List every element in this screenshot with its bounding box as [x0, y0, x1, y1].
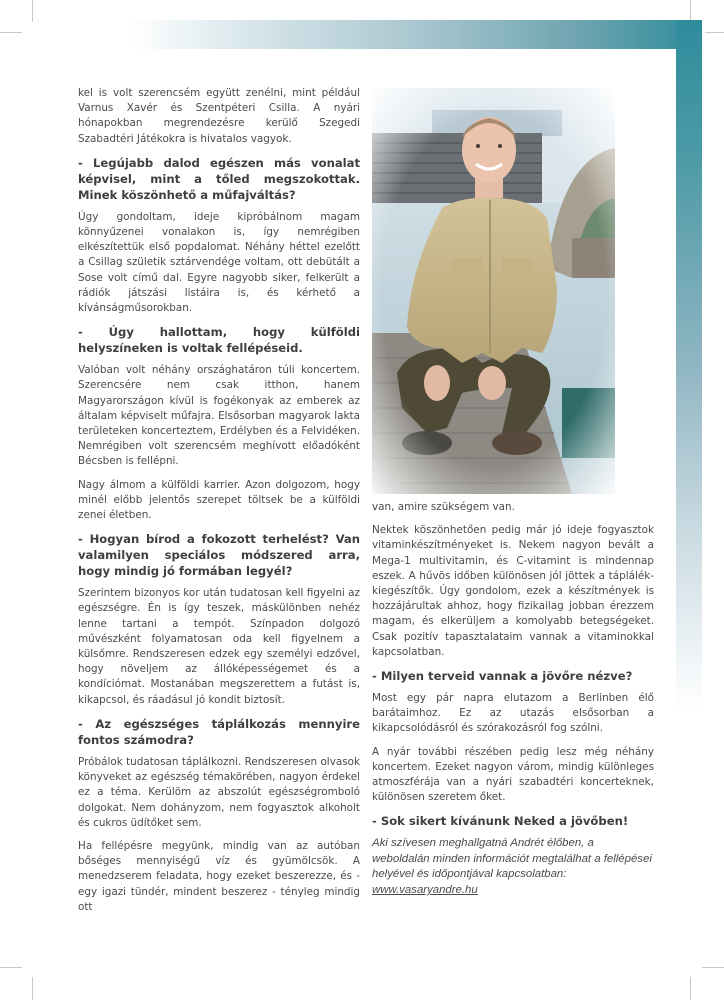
interview-question: - Az egészséges táplálkozás mennyire fontos számodra? — [78, 716, 360, 747]
paragraph: Szerintem bizonyos kor után tudatosan kell figyelni az egészségre. Én is így teszek, máskülönben nehéz lenne tartani a tempót. Színpadon dolgozó művészként folyamatosan oda kell figyelnem a külsőmre. Rendszeresen edzek egy személyi edzővel, hogy növeljem az állóképességemet és a kondíciómat. Mostanában megszerettem a futást is, kikapcsol, és ráadásul jó kondit biztosít. — [78, 587, 360, 706]
crop-mark — [705, 32, 724, 33]
paragraph: Valóban volt néhány országhatáron túli koncertem. Szerencsére nem csak itthon, hanem Magyarországon kívül is fogékonyak az emberek az általam képviselt műfajra. Elsősorban magyarok lakta területeken koncerteztem, Erdélyben és a Felvidéken. Nemrégiben volt szerencsém meghívott előadóként Bécsben is fellépni. — [78, 364, 360, 468]
article-column-left — [78, 86, 360, 923]
crop-mark — [690, 977, 691, 1000]
interview-question: - Hogyan bírod a fokozott terhelést? Van valamilyen speciálos módszered arra, hogy mindig jó formában legyél? — [78, 532, 360, 579]
paragraph: Nektek köszönhetően pedig már jó ideje fogyasztok vitaminkészítményeket is. Nekem nagyon bevált a Mega-1 multivitamin, és C-vitamint is mindennap eszek. A hűvös időben különösen jól jöttek a táplálék-kiegészítők. Úgy gondolom, ezek a készítmények is hozzájárultak ahhoz, hogy fizikailag jobban érezzem magam, és elkerüljem a komolyabb betegségeket. Csak pozitív tapasztalataim vannak a vitaminokkal kapcsolatban. — [372, 524, 654, 658]
website-link[interactable]: www.vasaryandre.hu — [372, 883, 478, 896]
interview-question: - Legújabb dalod egészen más vonalat képvisel, mint a tőled megszokottak. Minek köszönhető a műfajváltás? — [78, 155, 360, 202]
closing-text: Aki szívesen meghallgatná Andrét élőben, a weboldalán minden információt megtalálhat a fellépései helyével és időpontjával kapcsolatban: — [372, 837, 652, 881]
paragraph: van, amire szükségem van. — [372, 501, 515, 513]
paragraph: A nyár további részében pedig lesz még néhány koncertem. Ezeket nagyon várom, mindig különleges atmoszférája van a nyári szabadtéri koncerteknek, különösen szeretem őket. — [372, 745, 654, 804]
interview-question: - Milyen terveid vannak a jövőre nézve? — [372, 669, 633, 684]
portrait-photo — [372, 88, 615, 494]
interview-question: - Úgy hallottam, hogy külföldi helyszíneken is voltak fellépéseid. — [78, 325, 360, 356]
crop-mark — [0, 32, 22, 33]
paragraph: Ha fellépésre megyünk, mindig van az autóban bőséges mennyiségű víz és gyümölcsök. A menedzserem feladata, hogy ezeket beszerezze, és - egy igazi tündér, mindent beszerez - tényleg mindig ott — [78, 839, 360, 913]
paragraph: Próbálok tudatosan táplálkozni. Rendszeresen olvasok könyveket az egészség témakörében, nagyon érdekel ez a téma. Kerülöm az abszolút egészségromboló dolgokat. Nem dohányzom, nem fogyasztok alkoholt és cukros üdítőket sem. — [78, 755, 360, 829]
side-accent-band — [676, 20, 702, 710]
crop-mark — [0, 967, 22, 968]
crop-mark — [690, 0, 691, 22]
paragraph: kel is volt szerencsém együtt zenélni, mint például Varnus Xavér és Szentpéteri Csilla. A nyári hónapokban megrendezésre kerülő Szegedi Szabadtéri Játékokra is hivatalos vagyok. — [78, 87, 360, 145]
crop-mark — [702, 967, 724, 968]
crop-mark — [32, 977, 33, 1000]
closing-note — [372, 836, 654, 898]
article-column-right — [372, 500, 654, 898]
paragraph: Úgy gondoltam, ideje kipróbálnom magam könnyűzenei vonalakon is, így nemrégiben elkészítettük első popdalomat. Néhány héttel ezelőtt a Csillag születik sztárvendége voltam, ott debütált a Sose volt című dal. Egyre nagyobb siker, felkerült a rádiók játszási listáira is, és kérhető a kívánságműsorokban. — [78, 210, 360, 315]
crop-mark — [32, 0, 33, 22]
interview-question: - Sok sikert kívánunk Neked a jövőben! — [372, 814, 629, 829]
paragraph: Most egy pár napra elutazom a Berlinben élő barátaimhoz. Ez az utazás elsősorban a kikapcsolódásról és szórakozásról fog szólni. — [372, 692, 654, 735]
paragraph: Nagy álmom a külföldi karrier. Azon dolgozom, hogy minél előbb jelentős szerepet töltsek be a külföldi zenei életben. — [78, 478, 360, 522]
header-accent-band — [130, 20, 702, 49]
